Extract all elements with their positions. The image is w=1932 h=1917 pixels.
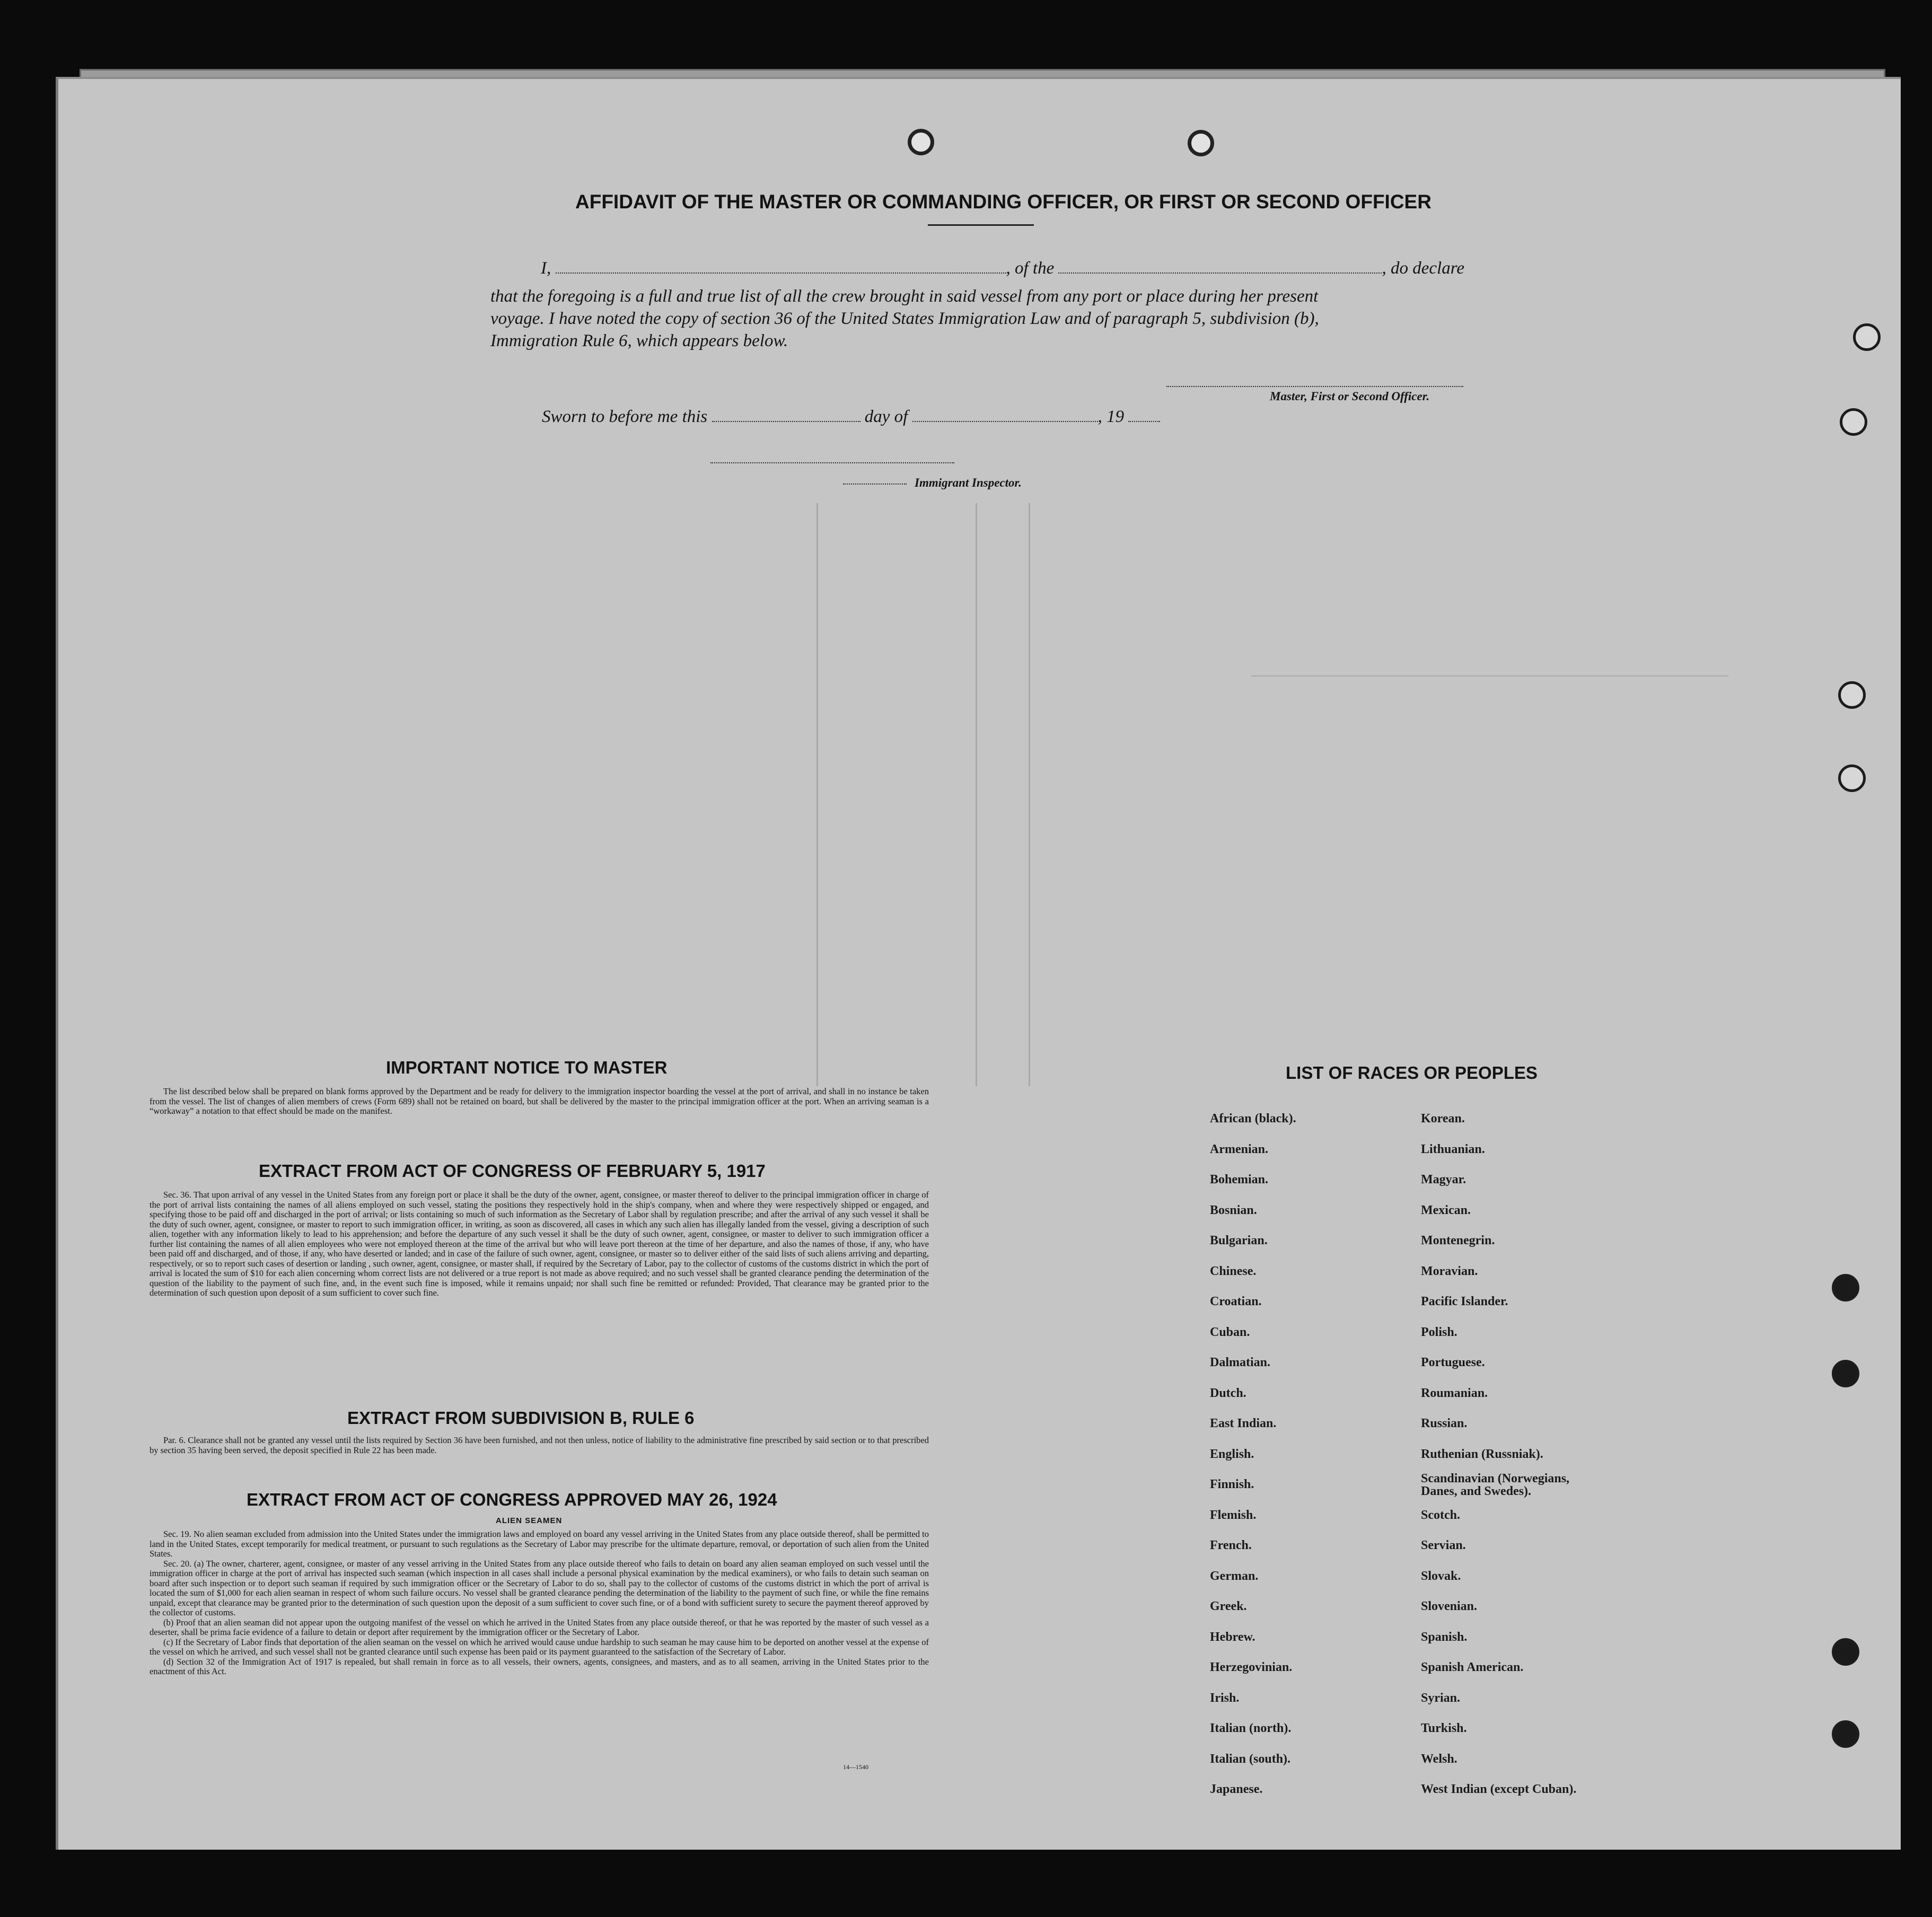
race-item: Herzegovinian. xyxy=(1210,1660,1293,1674)
inspector-label: Immigrant Inspector. xyxy=(915,476,1022,489)
bleed-rule xyxy=(1029,503,1030,1086)
race-item: West Indian (except Cuban). xyxy=(1421,1782,1577,1796)
race-item: Bohemian. xyxy=(1210,1173,1269,1186)
race-item: Polish. xyxy=(1421,1325,1457,1339)
punch-hole xyxy=(908,129,934,155)
races-left-column xyxy=(1210,1112,1296,1813)
race-item: Dalmatian. xyxy=(1210,1356,1270,1369)
punch-hole xyxy=(1840,408,1867,436)
race-item: East Indian. xyxy=(1210,1417,1277,1430)
affidavit-line-3: voyage. I have noted the copy of section 36 of the United States Immigration Law and of paragraph 5, subdivision (b), xyxy=(490,309,1319,328)
race-item: Ruthenian (Russniak). xyxy=(1421,1447,1543,1461)
race-item: Greek. xyxy=(1210,1599,1247,1613)
punch-hole xyxy=(1853,323,1881,351)
punch-hole xyxy=(1832,1360,1859,1387)
race-item: Scotch. xyxy=(1421,1508,1460,1522)
extract-1917-title: EXTRACT FROM ACT OF CONGRESS OF FEBRUARY 5, 1917 xyxy=(259,1161,766,1181)
punch-hole xyxy=(1832,1720,1859,1748)
race-item: Spanish. xyxy=(1421,1630,1468,1644)
race-item: Roumanian. xyxy=(1421,1386,1488,1400)
sworn-date-blank[interactable] xyxy=(712,407,860,422)
affidavit-i: I, xyxy=(541,259,551,278)
race-item: Mexican. xyxy=(1421,1203,1471,1217)
race-item: Armenian. xyxy=(1210,1142,1268,1156)
race-item: Lithuanian. xyxy=(1421,1142,1485,1156)
affidavit-title: AFFIDAVIT OF THE MASTER OR COMMANDING OFFICER, OR FIRST OR SECOND OFFICER xyxy=(575,191,1432,213)
title-underline xyxy=(928,224,1034,226)
punch-hole xyxy=(1188,130,1214,156)
race-item: Syrian. xyxy=(1421,1691,1461,1705)
race-item: Finnish. xyxy=(1210,1478,1254,1491)
sec-20b-paragraph: (b) Proof that an alien seaman did not appear upon the outgoing manifest of the vessel on which he arrived in the United States from any place outside thereof, or that he was reported by the master of such vessel as a deserter, shall be prima facie evidence of a failure to detain or deport after requirement by the immigration officer or the Secretary of Labor. xyxy=(150,1617,929,1637)
bleed-rule xyxy=(1251,675,1728,676)
race-item: Magyar. xyxy=(1421,1173,1466,1186)
race-item: Montenegrin. xyxy=(1421,1234,1495,1247)
race-item: Croatian. xyxy=(1210,1295,1262,1308)
sworn-day-of: day of xyxy=(864,407,908,426)
master-signature-line[interactable] xyxy=(1166,386,1463,387)
race-item: Slovenian. xyxy=(1421,1599,1478,1613)
master-signature-label: Master, First or Second Officer. xyxy=(1270,390,1430,403)
extract-1917-text xyxy=(150,1190,929,1298)
race-item: Scandinavian (Norwegians, Danes, and Swedes). xyxy=(1421,1472,1570,1498)
race-item: Slovak. xyxy=(1421,1569,1461,1583)
sworn-year-blank[interactable] xyxy=(1128,407,1160,422)
race-item: Portuguese. xyxy=(1421,1356,1485,1369)
race-item: German. xyxy=(1210,1569,1259,1583)
race-item: Turkish. xyxy=(1421,1721,1467,1735)
race-item: Chinese. xyxy=(1210,1264,1257,1278)
extract-1924-text xyxy=(150,1529,929,1677)
extract-rule6-text xyxy=(150,1436,929,1455)
affidavit-line-4: Immigration Rule 6, which appears below. xyxy=(490,331,788,350)
sworn-line xyxy=(542,406,1160,428)
race-item: English. xyxy=(1210,1447,1254,1461)
form-number: 14—1540 xyxy=(843,1763,868,1771)
inspector-signature-line[interactable] xyxy=(710,462,954,463)
bleed-rule xyxy=(976,503,977,1086)
affidavit-declare: , do declare xyxy=(1382,259,1464,278)
sec-19-paragraph: Sec. 19. No alien seaman excluded from admission into the United States under the immigration laws and employed on board any vessel arriving in the United States from any place outside thereof, shall be permitted to land in the United States, except temporarily for medical treatment, or pursuant to such regulations as the Secretary of Labor may prescribe for the ultimate departure, removal, or deportation of such alien from the United States. xyxy=(150,1529,929,1559)
race-item: Bosnian. xyxy=(1210,1203,1257,1217)
punch-hole xyxy=(1838,681,1866,709)
punch-hole xyxy=(1832,1638,1859,1666)
sworn-prefix: Sworn to before me this xyxy=(542,407,708,426)
affidavit-line-1 xyxy=(541,257,1464,279)
alien-seamen-subtitle: ALIEN SEAMEN xyxy=(496,1516,563,1525)
extract-rule6-title: EXTRACT FROM SUBDIVISION B, RULE 6 xyxy=(347,1408,695,1428)
race-item: Hebrew. xyxy=(1210,1630,1255,1644)
race-item: Dutch. xyxy=(1210,1386,1246,1400)
races-title: LIST OF RACES OR PEOPLES xyxy=(1286,1063,1538,1083)
race-item: Irish. xyxy=(1210,1691,1240,1705)
sec-20c-paragraph: (c) If the Secretary of Labor finds that deportation of the alien seaman on the vessel on which he arrived would cause undue hardship to such seaman he may cause him to be deported on another vessel at the expense of the vessel on which he arrived, and such vessel shall not be granted clearance until such expense has been paid or its payment guaranteed to the satisfaction of the Secretary of Labor. xyxy=(150,1637,929,1657)
race-item: Moravian. xyxy=(1421,1264,1478,1278)
races-right-column xyxy=(1421,1112,1601,1813)
par-6-paragraph: Par. 6. Clearance shall not be granted any vessel until the lists required by Section 36 have been furnished, and not then unless, notice of liability to the administrative fine prescribed by said section or to that prescribed by section 35 having been served, the deposit specified in Rule 22 has been made. xyxy=(150,1435,929,1455)
race-item: Bulgarian. xyxy=(1210,1234,1268,1247)
name-blank[interactable] xyxy=(556,259,1006,274)
race-item: Cuban. xyxy=(1210,1325,1250,1339)
notice-title: IMPORTANT NOTICE TO MASTER xyxy=(386,1058,668,1077)
race-item: Korean. xyxy=(1421,1112,1465,1125)
race-item: Italian (south). xyxy=(1210,1752,1291,1766)
race-item: French. xyxy=(1210,1538,1252,1552)
race-item: Flemish. xyxy=(1210,1508,1257,1522)
affidavit-of-the: , of the xyxy=(1006,259,1055,278)
sec-36-paragraph: Sec. 36. That upon arrival of any vessel in the United States from any foreign port or place it shall be the duty of the owner, agent, consignee, or master thereof to deliver to the principal immigration officer in charge of the port of arrival lists containing the names of all aliens employed on such vessel, stating the positions they respectively hold in the ship's company, when and where they were respectively shipped or engaged, and specifying those to be paid off and discharged in the port of arrival; or lists containing so much of such information as the Secretary of Labor shall by regulation prescribe; and after the arrival of any such vessel it shall be the duty of such owner, agent, consignee, or master to report to such immigration officer, in writing, as soon as discovered, all cases in which any such alien has illegally landed from the vessel, giving a description of such alien, together with any information likely to lead to his apprehension; and before the departure of any such vessel it shall be the duty of such owner, agent, consignee, or master to deliver to such immigration officer a further list containing the names of all alien employees who were not employed thereon at the time of the arrival but who will leave port thereon at the time of her departure, and also the names of those, if any, who have been paid off and discharged, and of those, if any, who have deserted or landed; and in case of the failure of such owner, agent, consignee, or master so to deliver either of the said lists of such aliens arriving and departing, respectively, or so to report such cases of desertion or landing , such owner, agent, consignee, or master shall, if required by the Secretary of Labor, pay to the collector of customs of the customs district in which the port of arrival is located the sum of $10 for each alien concerning whom correct lists are not delivered or a true report is not made as above required; and no such vessel shall be granted clearance pending the determination of the question of the liability to the payment of such fine, and, in the event such fine is imposed, while it remains unpaid; nor shall such fine be remitted or refunded: Provided, That clearance may be granted prior to the determination of such question upon deposit of a sum sufficient to cover such fine. xyxy=(150,1190,929,1298)
race-item: Russian. xyxy=(1421,1417,1468,1430)
sworn-year: , 19 xyxy=(1097,407,1125,426)
race-item: Italian (north). xyxy=(1210,1721,1292,1735)
sec-20d-paragraph: (d) Section 32 of the Immigration Act of 1917 is repealed, but shall remain in force as to all vessels, their owners, agents, consignees, and masters, and as to all seamen, arriving in the United States prior to the enactment of this Act. xyxy=(150,1656,929,1676)
race-item: Servian. xyxy=(1421,1538,1466,1552)
notice-paragraph: The list described below shall be prepared on blank forms approved by the Department and be ready for delivery to the immigration inspector boarding the vessel at the port of arrival, and shall in no instance be taken from the vessel. The list of changes of alien members of crews (Form 689) shall not be retained on board, but shall be delivered by the master to the principal immigration officer at the port. When an arriving seaman is a “workaway” a notation to that effect should be made on the manifest. xyxy=(150,1086,929,1116)
affidavit-line-2: that the foregoing is a full and true list of all the crew brought in said vessel from any port or place during her present xyxy=(490,287,1319,306)
sec-20a-paragraph: Sec. 20. (a) The owner, charterer, agent, consignee, or master of any vessel arriving in the United States from any place outside thereof who fails to detain on board any alien seaman employed on such vessel until the immigration officer in charge at the port of arrival has inspected such seaman (which inspection in all cases shall include a personal physical examination by the medical examiners), or who fails to detain such seaman on board after such inspection or to deport such seaman if required by such immigration officer or the Secretary of Labor to do so, shall pay to the collector of customs of the customs district in which the port of arrival is located the sum of $1,000 for each alien seaman in respect of whom such failure occurs. No vessel shall be granted clearance pending the determination of the liability to the payment of such fine, or while the fine remains unpaid, except that clearance may be granted prior to the determination of such question upon the deposit of a sum sufficient to cover such fine, or of a bond with sufficient surety to secure the payment thereof approved by the collector of customs. xyxy=(150,1558,929,1617)
notice-text xyxy=(150,1087,929,1116)
bleed-rule xyxy=(816,503,818,1086)
race-item: Spanish American. xyxy=(1421,1660,1524,1674)
punch-hole xyxy=(1832,1274,1859,1302)
race-item: Welsh. xyxy=(1421,1752,1457,1766)
inspector-signature-line-short xyxy=(843,483,907,485)
race-item: Japanese. xyxy=(1210,1782,1263,1796)
extract-1924-title: EXTRACT FROM ACT OF CONGRESS APPROVED MAY 26, 1924 xyxy=(247,1490,777,1509)
race-item: Pacific Islander. xyxy=(1421,1295,1508,1308)
punch-hole xyxy=(1838,764,1866,792)
sworn-month-blank[interactable] xyxy=(912,407,1098,422)
race-item: African (black). xyxy=(1210,1112,1296,1125)
vessel-blank[interactable] xyxy=(1058,259,1382,274)
